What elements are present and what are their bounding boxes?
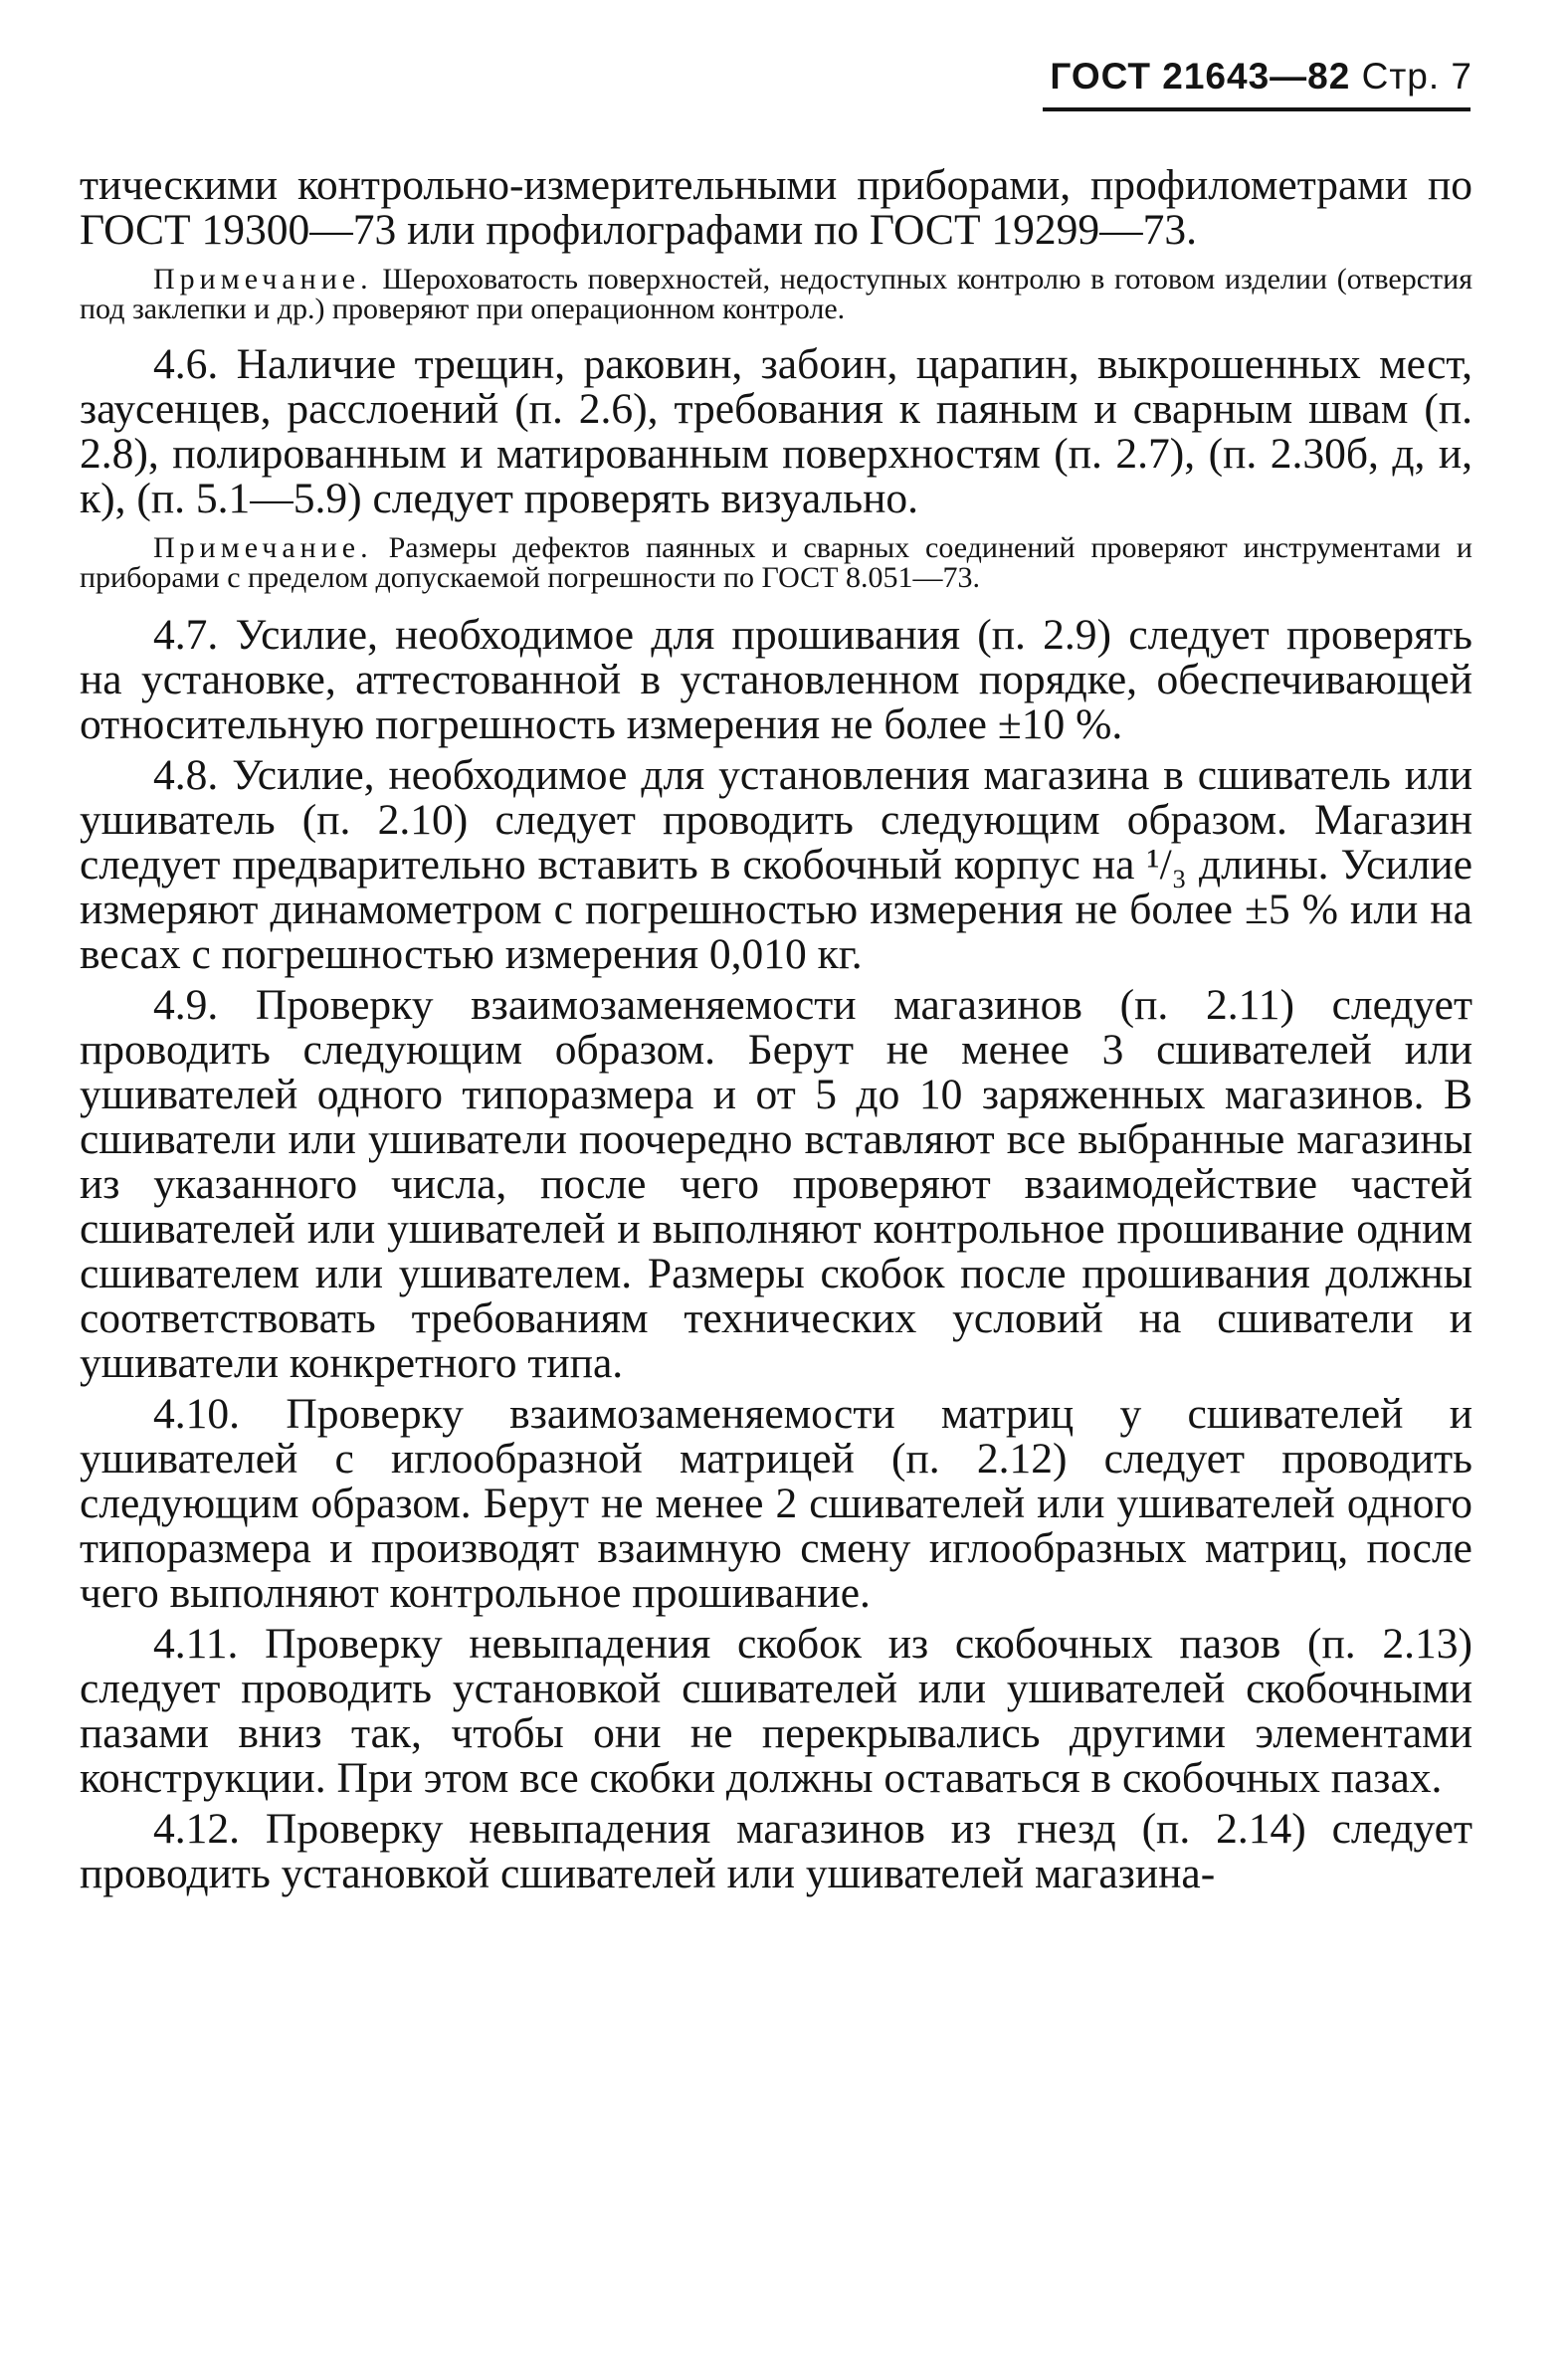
note-text: Шероховатость поверхностей, недоступных контролю в готовом изделии (отверстия под заклепки и др.) проверяют при операционном контроле. — [80, 263, 1473, 325]
clause-4-7: 4.7. Усилие, необходимое для прошивания (п. 2.9) следует проверять на установке, аттестованной в установленном порядке, обеспечивающей относительную погрешность измерения не более ±10 %. — [80, 611, 1472, 748]
paragraph-continuation: тическими контрольно-измерительными приборами, профилометрами по ГОСТ 19300—73 или профилографами по ГОСТ 19299—73. — [80, 161, 1472, 254]
note-label: Примечание. — [153, 531, 373, 564]
note-label: Примечание. — [153, 263, 373, 296]
standard-number: ГОСТ 21643—82 — [1050, 56, 1351, 97]
clause-4-11: 4.11. Проверку невыпадения скобок из скобочных пазов (п. 2.13) следует проводить установкой сшивателей или ушивателей скобочными пазами вниз так, чтобы они не перекрывались другими элементами конструкции. При этом все скобки должны оставаться в скобочных пазах. — [80, 1620, 1472, 1802]
clause-4-9: 4.9. Проверку взаимозаменяемости магазинов (п. 2.11) следует проводить следующим образом. Берут не менее 3 сшивателей или ушивателей одного типоразмера и от 5 до 10 заряженных магазинов. В сшиватели или ушиватели поочередно вставляют все выбранные магазины из указанного числа, после чего проверяют взаимодействие частей сшивателей или ушивателей и выполняют контрольное прошивание одним сшивателем или ушивателем. Размеры скобок после прошивания должны соответствовать требованиям технических условий на сшиватели и ушиватели конкретного типа. — [80, 981, 1472, 1387]
note-text: Размеры дефектов паянных и сварных соединений проверяют инструментами и приборами с пределом допускаемой погрешности по ГОСТ 8.051—73. — [80, 531, 1472, 594]
page-number: Стр. 7 — [1361, 56, 1472, 97]
clause-4-10: 4.10. Проверку взаимозаменяемости матриц у сшивателей и ушивателей с иглообразной матрицей (п. 2.12) следует проводить следующим образом. Берут не менее 2 сшивателей или ушивателей одного типоразмера и производят взаимную смену иглообразных матриц, после чего выполняют контрольное прошивание. — [80, 1390, 1472, 1617]
clause-4-6: 4.6. Наличие трещин, раковин, забоин, царапин, выкрошенных мест, заусенцев, расслоений (п. 2.6), требования к паяным и сварным швам (п. 2.8), полированным и матированным поверхностям (п. 2.7), (п. 2.30б, д, и, к), (п. 5.1—5.9) следует проверять визуально. — [80, 340, 1472, 522]
note-defects — [80, 533, 1472, 593]
page-header — [1035, 58, 1472, 95]
header-rule — [1043, 107, 1470, 111]
note-roughness — [80, 265, 1472, 324]
clause-4-8: 4.8. Усилие, необходимое для установления магазина в сшиватель или ушиватель (п. 2.10) следует проводить следующим образом. Магазин следует предварительно вставить в скобочный корпус на ¹/₃ длины. Усилие измеряют динамометром с погрешностью измерения не более ±5 % или на весах с погрешностью измерения 0,010 кг. — [80, 751, 1472, 978]
clause-4-12: 4.12. Проверку невыпадения магазинов из гнезд (п. 2.14) следует проводить установкой сшивателей или ушивателей магазина- — [80, 1805, 1472, 1897]
document-body — [80, 163, 1472, 1896]
